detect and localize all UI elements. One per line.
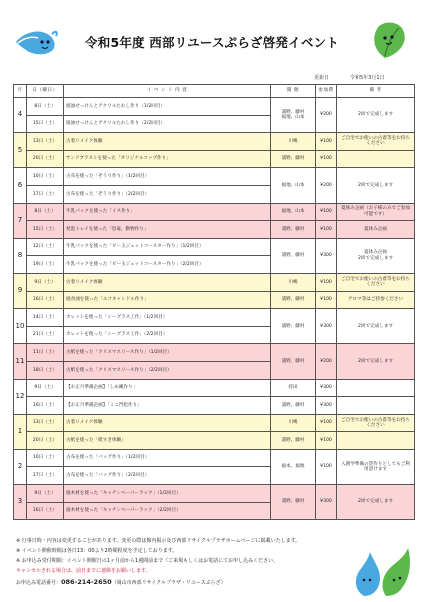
- date-cell: 20日（土）: [27, 150, 64, 168]
- fee-cell: ¥100: [316, 273, 337, 291]
- mascot-group-icon: [350, 538, 416, 598]
- month-cell: 10: [14, 309, 27, 344]
- phone-label: お申込み電話番号：: [16, 580, 62, 586]
- place-cell: 浦野、藤村: [271, 238, 316, 273]
- note-cell: 入園学準備の袋作りとしてもご利用頂けます: [337, 449, 415, 484]
- place-cell: 浦野、藤村: [271, 344, 316, 379]
- place-cell: 浦野、藤村: [271, 291, 316, 309]
- fee-cell: ¥300: [316, 485, 337, 520]
- page-title: 令和5年度 西部リユースぷらざ啓発イベント: [85, 35, 339, 50]
- event-cell: 古布を使った「ぞうり作り」（1/2回目）: [64, 168, 271, 186]
- phone-org: （岡山市西部リサイクルプラザ・リユースぷらざ）: [111, 580, 226, 586]
- place-cell: 福本、福地: [271, 449, 316, 484]
- note-cell: [337, 397, 415, 415]
- table-row: [14, 98, 415, 116]
- note-cell: 2回で完成します: [337, 344, 415, 379]
- col-header-month: 月: [14, 85, 27, 98]
- event-cell: 古布を使った「ぞうり作り」（2/2回目）: [64, 185, 271, 203]
- place-cell: 持田: [271, 379, 316, 397]
- fee-cell: ¥200: [316, 344, 337, 379]
- table-row: [14, 273, 415, 291]
- event-cell: 廃木材を使った「キッチンペーパーラック」（2/2回目）: [64, 502, 271, 520]
- date-cell: 16日（土）: [27, 291, 64, 309]
- note-cell: ご自宅でお使いの古着等をお持ちください: [337, 414, 415, 432]
- event-cell: 【お正月準備企画】「ミニ門松作り」: [64, 397, 271, 415]
- date-cell: 8日（土）: [27, 203, 64, 221]
- table-row: [14, 150, 415, 168]
- month-cell: 12: [14, 379, 27, 414]
- table-row: [14, 449, 415, 467]
- event-cell: 牛乳パックを使った「イス作り」: [64, 203, 271, 221]
- month-cell: 3: [14, 485, 27, 520]
- event-cell: 廃食油を使った「エコキャンドル作り」: [64, 291, 271, 309]
- table-row: [14, 432, 415, 450]
- month-cell: 8: [14, 238, 27, 273]
- note-cell: 夏休み企画: [337, 221, 415, 239]
- place-cell: 浦野、藤村: [271, 432, 316, 450]
- footer-phone-line: [16, 578, 226, 586]
- fee-cell: ¥300: [316, 397, 337, 415]
- place-cell: 浦野、藤村: [271, 485, 316, 520]
- event-cell: 古着リメイク体験: [64, 133, 271, 151]
- month-cell: 6: [14, 168, 27, 203]
- table-row: [14, 168, 415, 186]
- fee-cell: ¥300: [316, 238, 337, 273]
- date-cell: 12日（土）: [27, 238, 64, 256]
- place-cell: 福地、山本: [271, 203, 316, 221]
- schedule-body: [14, 98, 415, 520]
- place-cell: 川嶋: [271, 414, 316, 432]
- date-cell: 9日（土）: [27, 379, 64, 397]
- fee-cell: ¥100: [316, 414, 337, 432]
- water-drop-mascot-icon: [12, 24, 60, 58]
- date-cell: 15日（土）: [27, 221, 64, 239]
- fee-cell: ¥100: [316, 221, 337, 239]
- fee-cell: ¥100: [316, 150, 337, 168]
- col-header-date: 日（曜日）: [27, 85, 64, 98]
- note-cell: 夏休み企画 2回で完成します: [337, 238, 415, 273]
- date-cell: 16日（土）: [27, 502, 64, 520]
- note-cell: [337, 150, 415, 168]
- date-cell: 15日（土）: [27, 115, 64, 133]
- note-cell: ご自宅でお使いの古着等をお持ちください: [337, 273, 415, 291]
- note-cell: アロマ等はご持参ください: [337, 291, 415, 309]
- fee-cell: ¥100: [316, 432, 337, 450]
- month-cell: 5: [14, 133, 27, 168]
- event-cell: サンドブラストを使った「オリジナルコップ作り」: [64, 150, 271, 168]
- place-cell: 浦野、藤村 福地、山本: [271, 98, 316, 133]
- footer-note-time: ※ イベント開催時間は各日13：00より2時間程度を予定しております。: [16, 548, 178, 554]
- event-cell: 廃油せっけんとアクリルたわし作り（2/2回目）: [64, 115, 271, 133]
- table-row: [14, 221, 415, 239]
- col-header-note: 備 考: [337, 85, 415, 98]
- table-row: [14, 414, 415, 432]
- table-header-row: [14, 85, 415, 98]
- col-header-event: イ ベ ン ト 内 容: [64, 85, 271, 98]
- table-row: [14, 291, 415, 309]
- updated-date: 令和5年3月1日: [350, 75, 385, 81]
- event-cell: 牛乳パックを使った「ビー玉ジェットコースター作り」（1/2回目）: [64, 238, 271, 256]
- date-cell: 14日（土）: [27, 309, 64, 327]
- fee-cell: ¥200: [316, 168, 337, 203]
- event-cell: 古着リメイク体験: [64, 414, 271, 432]
- event-cell: 古布を使った「バッグ作り」（2/2回目）: [64, 467, 271, 485]
- date-cell: 16日（土）: [27, 397, 64, 415]
- date-cell: 11日（土）: [27, 344, 64, 362]
- fee-cell: ¥100: [316, 203, 337, 221]
- footer-note-application: ※ お申込み受付期間：イベント開催日の1ヶ月前から1週間前まで（ご来場もしくはお電話にてお申し込みください。: [16, 558, 279, 564]
- date-cell: 19日（土）: [27, 256, 64, 274]
- fee-cell: ¥100: [316, 133, 337, 151]
- date-cell: 18日（土）: [27, 361, 64, 379]
- date-cell: 20日（土）: [27, 432, 64, 450]
- note-cell: 夏休み企画（お子様のみでご参加可能です）: [337, 203, 415, 221]
- note-cell: 2回で完成します: [337, 98, 415, 133]
- note-cell: ご自宅でお使いの古着等をお持ちください: [337, 133, 415, 151]
- place-cell: 浦野、藤村: [271, 309, 316, 344]
- date-cell: 9日（土）: [27, 273, 64, 291]
- place-cell: 川嶋: [271, 133, 316, 151]
- date-cell: 13日（土）: [27, 133, 64, 151]
- place-cell: 福地、山本: [271, 168, 316, 203]
- note-cell: 2回で完成します: [337, 168, 415, 203]
- fee-cell: ¥100: [316, 449, 337, 484]
- date-cell: 10日（土）: [27, 168, 64, 186]
- fee-cell: ¥300: [316, 309, 337, 344]
- fee-cell: ¥100: [316, 291, 337, 309]
- month-cell: 7: [14, 203, 27, 238]
- event-cell: カレットを使った「シーグラス工作」（2/2回目）: [64, 326, 271, 344]
- event-cell: 【お正月準備企画】「しめ縄作り」: [64, 379, 271, 397]
- table-row: [14, 133, 415, 151]
- note-cell: [337, 432, 415, 450]
- date-cell: 10日（土）: [27, 449, 64, 467]
- date-cell: 13日（土）: [27, 414, 64, 432]
- month-cell: 2: [14, 449, 27, 484]
- footer-note-change: ※ 行事日時・内容は変更することがあります。変更の際は館内掲示及び西部リサイクルプラザホームページに掲載いたします。: [16, 538, 301, 544]
- event-cell: 廃木材を使った「キッチンペーパーラック」（1/2回目）: [64, 485, 271, 503]
- event-cell: 古着リメイク体験: [64, 273, 271, 291]
- table-row: [14, 238, 415, 256]
- note-cell: [337, 379, 415, 397]
- event-cell: 牛乳パックを使った「ビー玉ジェットコースター作り」（2/2回目）: [64, 256, 271, 274]
- date-cell: 21日（土）: [27, 326, 64, 344]
- month-cell: 1: [14, 414, 27, 449]
- fee-cell: ¥300: [316, 379, 337, 397]
- place-cell: 浦野、藤村: [271, 397, 316, 415]
- phone-number[interactable]: 086-214-2650: [61, 578, 112, 586]
- place-cell: 浦野、藤村: [271, 150, 316, 168]
- event-cell: 古紙を使った「クリスマスリース作り」（2/2回目）: [64, 361, 271, 379]
- note-cell: 2回で完成します: [337, 309, 415, 344]
- event-cell: 古紙を使った「クリスマスリース作り」（1/2回目）: [64, 344, 271, 362]
- place-cell: 川嶋: [271, 273, 316, 291]
- table-row: [14, 344, 415, 362]
- place-cell: 浦野、藤村: [271, 221, 316, 239]
- date-cell: 9日（土）: [27, 485, 64, 503]
- month-cell: 11: [14, 344, 27, 379]
- date-cell: 17日（土）: [27, 467, 64, 485]
- updated-label: 更新日: [314, 75, 330, 81]
- footer-note-cancel: キャンセルされる場合は、前日までに連絡をお願いします。: [16, 568, 151, 574]
- table-row: [14, 485, 415, 503]
- month-cell: 9: [14, 273, 27, 308]
- date-cell: 8日（土）: [27, 98, 64, 116]
- fee-cell: ¥200: [316, 98, 337, 133]
- event-cell: 廃油せっけんとアクリルたわし作り（1/2回目）: [64, 98, 271, 116]
- month-cell: 4: [14, 98, 27, 133]
- table-row: [14, 379, 415, 397]
- event-cell: 発泡トレイを使った「恐竜、動物作り」: [64, 221, 271, 239]
- col-header-place: 開 催: [271, 85, 316, 98]
- table-row: [14, 397, 415, 415]
- leaf-mascot-icon: [365, 20, 411, 60]
- event-cell: カレットを使った「シーグラス工作」（1/2回目）: [64, 309, 271, 327]
- event-cell: 古布を使った「バッグ作り」（1/2回目）: [64, 449, 271, 467]
- col-header-fee: 参加費: [316, 85, 337, 98]
- event-schedule-table: [13, 84, 415, 520]
- table-row: [14, 309, 415, 327]
- event-cell: 古紙を使った「紙すき体験」: [64, 432, 271, 450]
- date-cell: 17日（土）: [27, 185, 64, 203]
- table-row: [14, 203, 415, 221]
- note-cell: 2回で完成します: [337, 485, 415, 520]
